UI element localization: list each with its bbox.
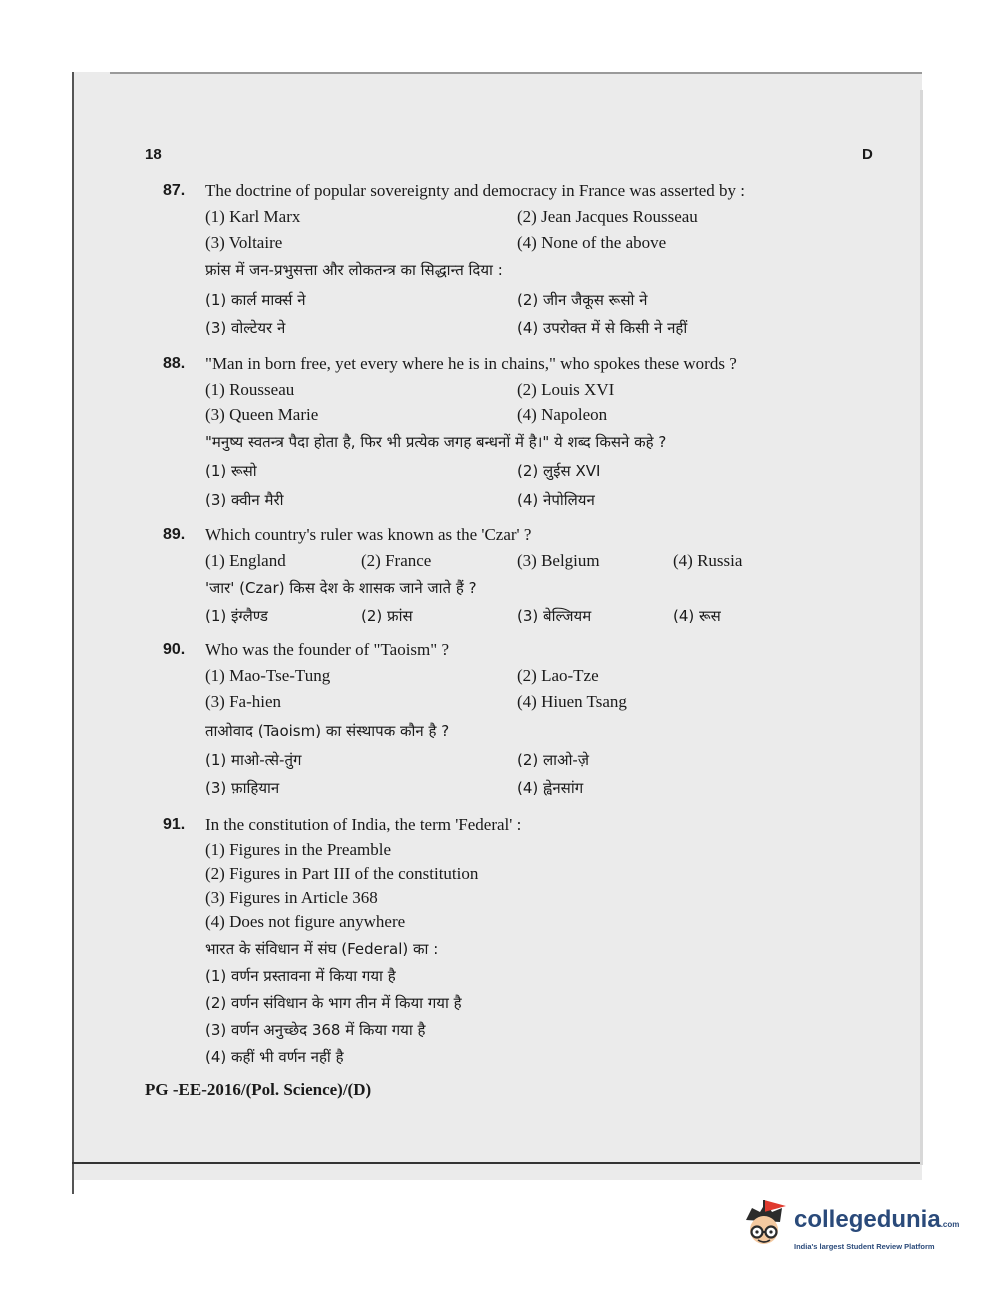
scan-edge-left xyxy=(72,72,74,1194)
question-number: 89. xyxy=(163,526,186,543)
scanned-page xyxy=(72,72,922,1180)
option-en: (4) Russia xyxy=(673,551,743,570)
option-hi: (3) बेल्जियम xyxy=(517,607,592,625)
option-hi: (4) नेपोलियन xyxy=(517,491,595,509)
brand-name: collegedunia xyxy=(794,1206,941,1233)
option-hi: (4) ह्वेनसांग xyxy=(517,779,584,797)
question-text-hi: 'जार' (Czar) किस देश के शासक जाने जाते हैं ? xyxy=(205,579,477,597)
question-number: 91. xyxy=(163,816,186,833)
option-en: (4) Hiuen Tsang xyxy=(517,692,627,711)
option-hi: (3) वर्णन अनुच्छेद 368 में किया गया है xyxy=(205,1021,426,1039)
option-hi: (4) रूस xyxy=(673,607,721,625)
option-en: (3) Queen Marie xyxy=(205,405,319,424)
mascot-icon xyxy=(738,1198,792,1254)
option-hi: (2) वर्णन संविधान के भाग तीन में किया गया है xyxy=(205,994,462,1012)
question-text-hi: भारत के संविधान में संघ (Federal) का : xyxy=(205,940,439,958)
question-number: 88. xyxy=(163,355,186,372)
paper-code: PG -EE-2016/(Pol. Science)/(D) xyxy=(145,1080,372,1099)
option-hi: (1) इंग्लैण्ड xyxy=(205,607,268,625)
option-hi: (3) फ़ाहियान xyxy=(205,779,280,797)
scan-edge-right xyxy=(920,90,923,1165)
option-en: (2) Lao-Tze xyxy=(517,666,599,685)
scan-edge-bottom xyxy=(72,1162,922,1164)
option-en: (2) Figures in Part III of the constitution xyxy=(205,864,479,883)
page-number: 18 xyxy=(145,146,162,163)
scan-edge-top xyxy=(110,72,922,74)
option-hi: (1) माओ-त्से-तुंग xyxy=(205,751,302,769)
question-text-hi: "मनुष्य स्वतन्त्र पैदा होता है, फिर भी प्रत्येक जगह बन्धनों में है।" ये शब्द किसने कहे ? xyxy=(205,433,667,451)
option-hi: (1) कार्ल मार्क्स ने xyxy=(205,291,306,309)
question-number: 87. xyxy=(163,182,186,199)
question-text-hi: फ्रांस में जन-प्रभुसत्ता और लोकतन्त्र का सिद्धान्त दिया : xyxy=(205,261,503,279)
option-en: (4) None of the above xyxy=(517,233,667,252)
option-hi: (3) वोल्टेयर ने xyxy=(205,319,286,337)
option-en: (3) Figures in Article 368 xyxy=(205,888,378,907)
option-hi: (3) क्वीन मैरी xyxy=(205,491,284,509)
question-text-en: Who was the founder of "Taoism" ? xyxy=(205,640,450,659)
option-hi: (2) लाओ-ज़े xyxy=(517,751,589,769)
option-en: (3) Voltaire xyxy=(205,233,283,252)
option-en: (4) Napoleon xyxy=(517,405,608,424)
option-hi: (2) लुईस XVI xyxy=(517,462,601,480)
option-hi: (2) जीन जैकूस रूसो ने xyxy=(517,291,648,309)
option-hi: (1) वर्णन प्रस्तावना में किया गया है xyxy=(205,967,396,985)
option-hi: (2) फ्रांस xyxy=(361,607,413,625)
brand-suffix: .com xyxy=(940,1220,960,1229)
question-text-en: The doctrine of popular sovereignty and democracy in France was asserted by : xyxy=(205,181,746,200)
question-number: 90. xyxy=(163,641,186,658)
option-en: (1) Figures in the Preamble xyxy=(205,840,392,859)
option-en: (3) Fa-hien xyxy=(205,692,282,711)
question-text-en: Which country's ruler was known as the 'Czar' ? xyxy=(205,525,532,544)
option-en: (1) Mao-Tse-Tung xyxy=(205,666,331,685)
option-en: (4) Does not figure anywhere xyxy=(205,912,406,931)
option-hi: (4) उपरोक्त में से किसी ने नहीं xyxy=(517,319,688,337)
option-en: (1) Rousseau xyxy=(205,380,295,399)
option-en: (2) Jean Jacques Rousseau xyxy=(517,207,698,226)
option-en: (1) England xyxy=(205,551,286,570)
question-text-en: "Man in born free, yet every where he is in chains," who spokes these words ? xyxy=(205,354,737,373)
option-en: (1) Karl Marx xyxy=(205,207,301,226)
question-text-en: In the constitution of India, the term 'Federal' : xyxy=(205,815,522,834)
series-letter: D xyxy=(862,146,873,163)
option-en: (2) Louis XVI xyxy=(517,380,615,399)
option-en: (2) France xyxy=(361,551,432,570)
option-hi: (4) कहीं भी वर्णन नहीं है xyxy=(205,1048,344,1066)
option-hi: (1) रूसो xyxy=(205,462,257,480)
question-text-hi: ताओवाद (Taoism) का संस्थापक कौन है ? xyxy=(205,722,450,740)
option-en: (3) Belgium xyxy=(517,551,600,570)
collegedunia-watermark xyxy=(738,1198,963,1262)
brand-tagline: India's largest Student Review Platform xyxy=(794,1242,935,1251)
